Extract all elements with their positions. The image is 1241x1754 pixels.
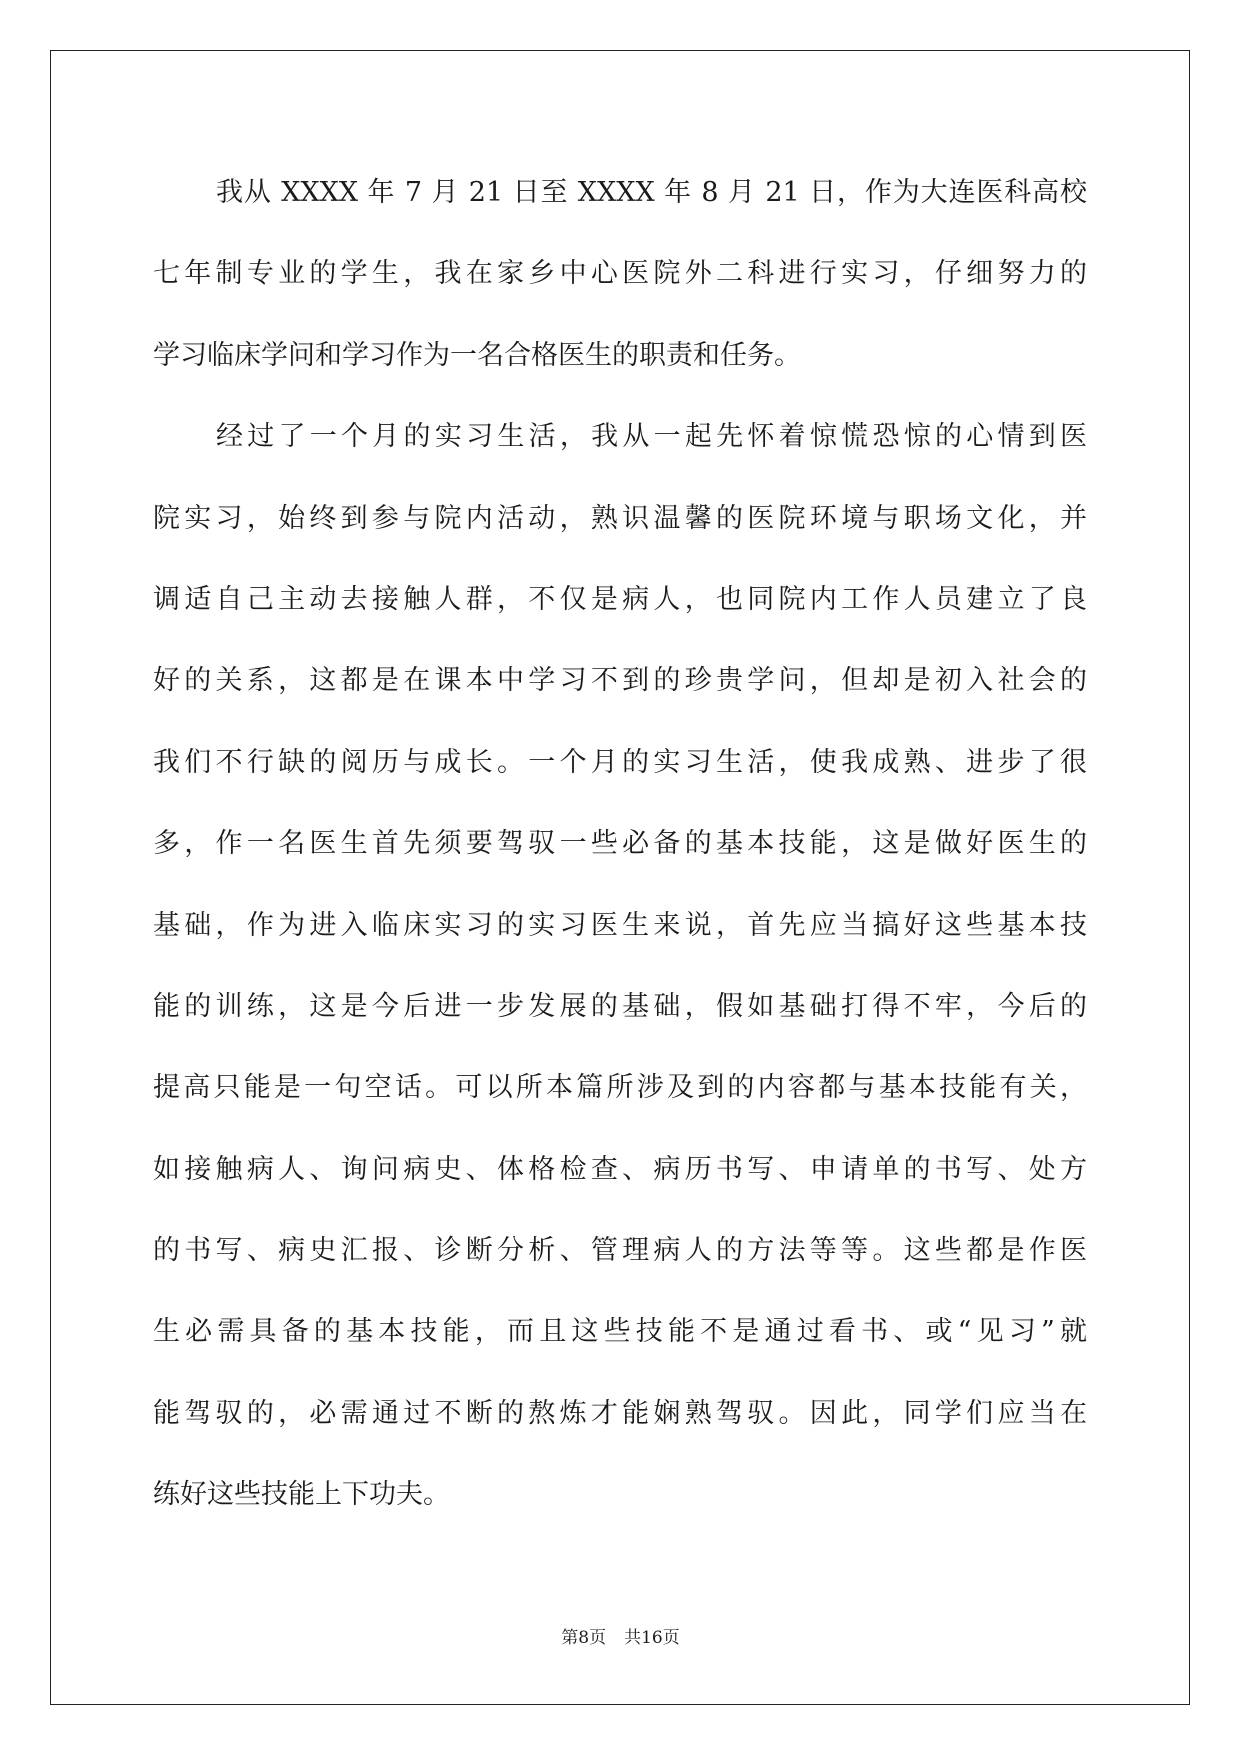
document-body: [153, 152, 1087, 1536]
paragraph-line: 学习临床学问和学习作为一名合格医生的职责和任务。: [153, 339, 801, 371]
paragraph-line: 我从 XXXX 年 7 月 21 日至 XXXX 年 8 月 21 日，作为大连医科高校: [216, 177, 1087, 208]
paragraph-line: 提高只能是一句空话。可以所本篇所涉及到的内容都与基本技能有关，: [153, 1072, 1087, 1104]
paragraph-line: 经过了一个月的实习生活，我从一起先怀着惊慌恐惊的心情到医: [216, 421, 1087, 453]
paragraph-line: 生必需具备的基本技能，而且这些技能不是通过看书、或“见习”就: [153, 1316, 1087, 1348]
paragraph-line: 基础，作为进入临床实习的实习医生来说，首先应当搞好这些基本技: [153, 909, 1087, 941]
paragraph-line: 练好这些技能上下功夫。: [153, 1479, 450, 1511]
paragraph-line: 能驾驭的，必需通过不断的熬炼才能娴熟驾驭。因此，同学们应当在: [153, 1397, 1087, 1429]
page-total: 共16页: [624, 1628, 680, 1648]
page-number: 第8页: [561, 1628, 607, 1648]
paragraph-1: [153, 152, 1087, 396]
paragraph-line: 院实习，始终到参与院内活动，熟识温馨的医院环境与职场文化，并: [153, 502, 1087, 534]
page-footer: [0, 1626, 1241, 1650]
paragraph-line: 能的训练，这是今后进一步发展的基础，假如基础打得不牢，今后的: [153, 990, 1087, 1022]
paragraph-line: 好的关系，这都是在课本中学习不到的珍贵学问，但却是初入社会的: [153, 665, 1087, 697]
paragraph-line: 七年制专业的学生，我在家乡中心医院外二科进行实习，仔细努力的: [153, 258, 1087, 290]
paragraph-line: 多，作一名医生首先须要驾驭一些必备的基本技能，这是做好医生的: [153, 828, 1087, 860]
paragraph-line: 的书写、病史汇报、诊断分析、管理病人的方法等等。这些都是作医: [153, 1235, 1087, 1267]
paragraph-line: 我们不行缺的阅历与成长。一个月的实习生活，使我成熟、进步了很: [153, 746, 1087, 778]
paragraph-line: 调适自己主动去接触人群，不仅是病人，也同院内工作人员建立了良: [153, 583, 1087, 615]
paragraph-line: 如接触病人、询问病史、体格检查、病历书写、申请单的书写、处方: [153, 1153, 1087, 1185]
paragraph-2: [153, 396, 1087, 1535]
